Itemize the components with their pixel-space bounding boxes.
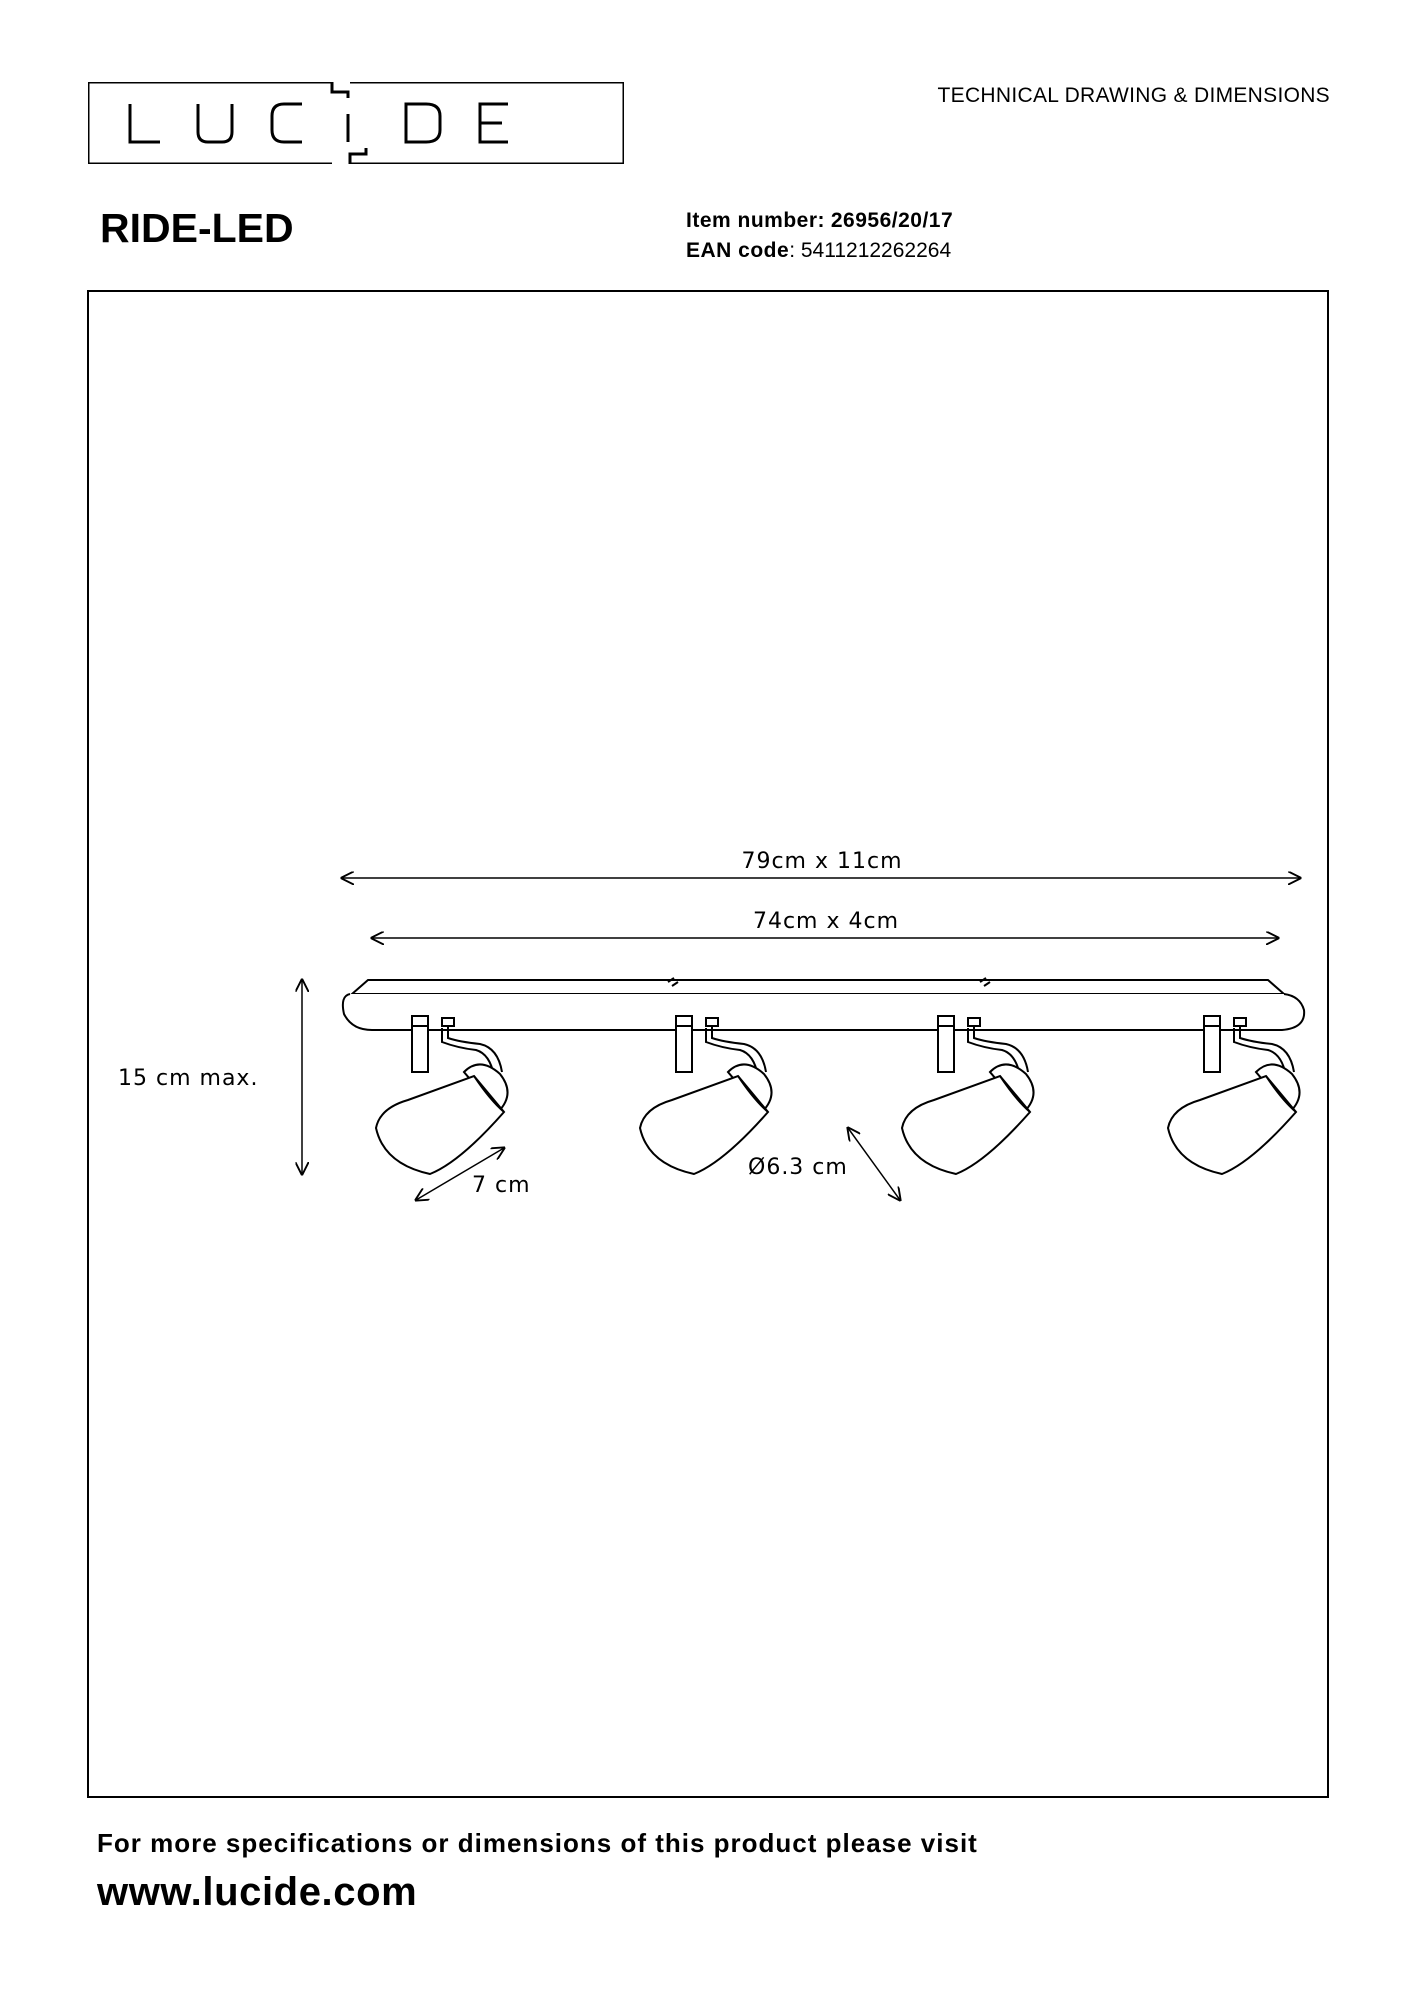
- item-number-label: Item number:: [686, 209, 826, 232]
- spotlight-1: [376, 1016, 508, 1174]
- dimension-label-shade-length: 7 cm: [472, 1173, 531, 1198]
- ean-value: : 5411212262264: [789, 239, 952, 262]
- base-plate: [343, 980, 1304, 1030]
- ean-label: EAN code: [686, 239, 790, 262]
- footer-text: For more specifications or dimensions of this product please visit: [97, 1828, 978, 1858]
- dimension-label-shade-diameter: Ø6.3 cm: [748, 1155, 848, 1180]
- product-name: RIDE-LED: [100, 205, 294, 251]
- dimension-label-base: 74cm x 4cm: [752, 909, 900, 934]
- dimension-line-shade-diameter: [848, 1128, 900, 1200]
- item-number-value: 26956/20/17: [830, 209, 954, 232]
- spotlight-2: [640, 1016, 772, 1174]
- dimension-label-height: 15 cm max.: [118, 1066, 259, 1091]
- logo-text: LUCIDE: [88, 82, 92, 83]
- spotlight-3: [902, 1016, 1034, 1174]
- footer-url-link[interactable]: www.lucide.com: [97, 1870, 418, 1914]
- document-type: TECHNICAL DRAWING & DIMENSIONS: [937, 84, 1330, 107]
- dimension-label-overall: 79cm x 11cm: [741, 849, 903, 874]
- spotlight-4: [1168, 1016, 1300, 1174]
